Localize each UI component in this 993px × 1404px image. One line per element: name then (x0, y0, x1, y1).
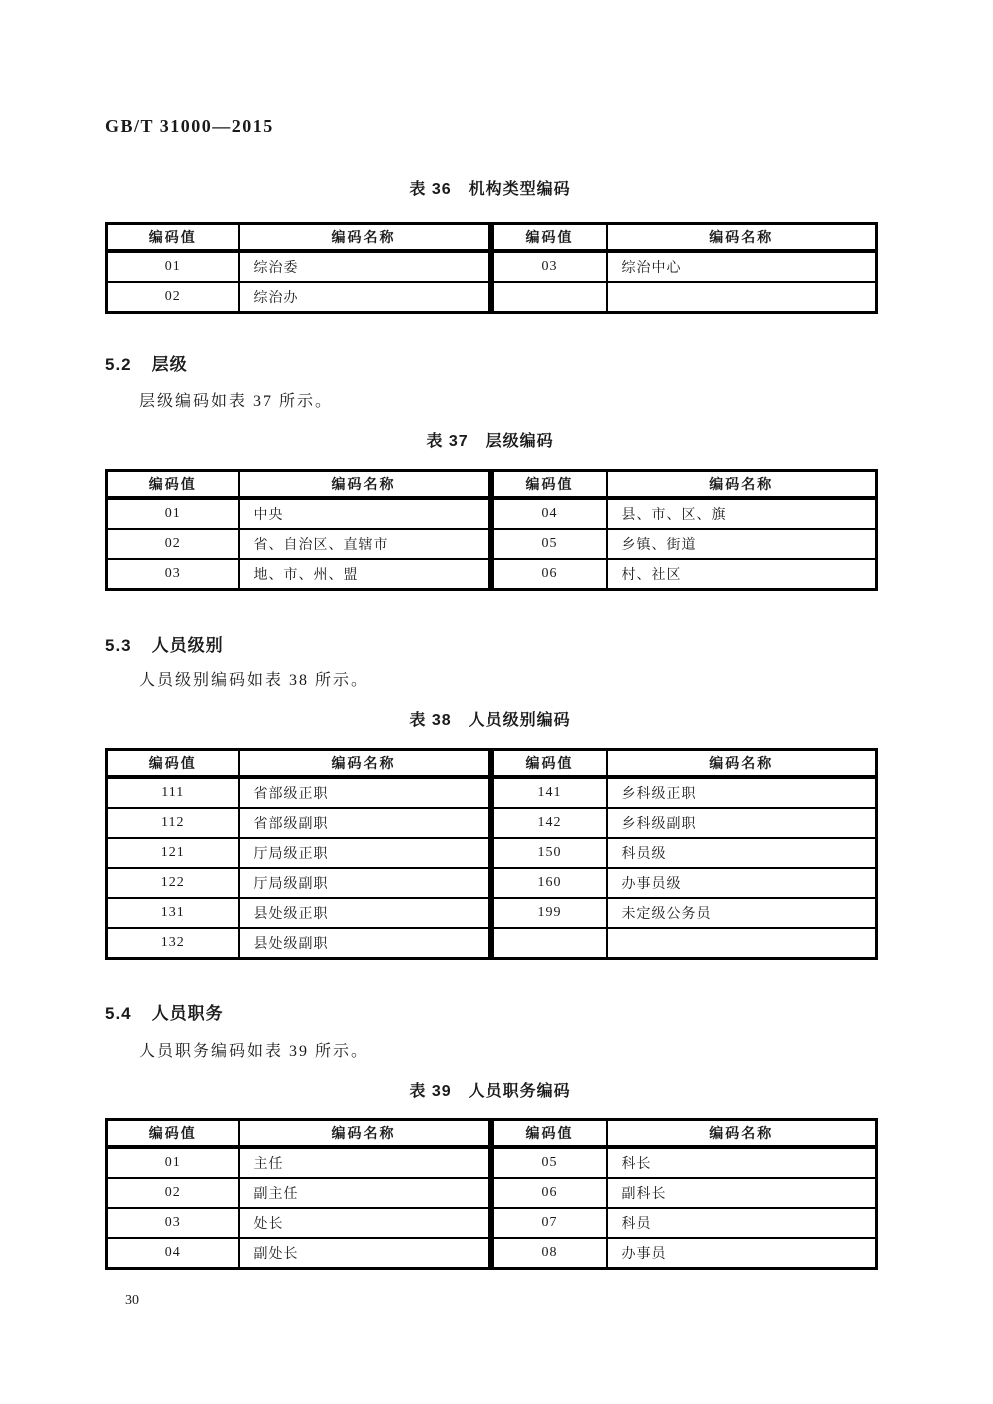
table-cell: 乡科级副职 (607, 808, 877, 838)
table-cell: 199 (491, 898, 607, 928)
column-header: 编码名称 (607, 1120, 877, 1148)
table-cell: 141 (491, 777, 607, 808)
column-header: 编码名称 (239, 471, 491, 499)
table-38-caption: 表 38 人员级别编码 (409, 712, 571, 729)
table-cell (491, 282, 607, 313)
table-row (107, 777, 877, 808)
table-cell: 副处长 (239, 1238, 491, 1269)
table-cell: 150 (491, 838, 607, 868)
table-cell: 04 (491, 498, 607, 529)
standard-number: GB/T 31000—2015 (105, 116, 274, 136)
column-header: 编码名称 (239, 224, 491, 252)
table-cell: 县处级正职 (239, 898, 491, 928)
table-cell: 地、市、州、盟 (239, 559, 491, 590)
table-cell (607, 282, 877, 313)
section-number: 5.3 (105, 636, 132, 655)
table-row (107, 529, 877, 559)
column-header: 编码名称 (239, 750, 491, 778)
table-cell: 121 (107, 838, 239, 868)
table-row (107, 282, 877, 313)
table-cell: 142 (491, 808, 607, 838)
table-cell: 03 (107, 1208, 239, 1238)
table-cell: 村、社区 (607, 559, 877, 590)
table-row (107, 498, 877, 529)
column-header: 编码值 (491, 471, 607, 499)
table-cell: 未定级公务员 (607, 898, 877, 928)
table-row (107, 1208, 877, 1238)
table-cell: 主任 (239, 1147, 491, 1178)
table-cell: 副科长 (607, 1178, 877, 1208)
table-37-caption: 表 37 层级编码 (426, 433, 554, 450)
table-cell: 综治中心 (607, 251, 877, 282)
table-cell: 办事员级 (607, 868, 877, 898)
table-cell: 07 (491, 1208, 607, 1238)
section-title: 人员职务 (151, 1004, 224, 1023)
table-cell: 02 (107, 282, 239, 313)
table-row (107, 1147, 877, 1178)
table-cell: 06 (491, 1178, 607, 1208)
table-cell: 02 (107, 529, 239, 559)
table-cell: 省部级正职 (239, 777, 491, 808)
table-cell: 综治委 (239, 251, 491, 282)
table-cell: 副主任 (239, 1178, 491, 1208)
table-cell: 01 (107, 251, 239, 282)
page-number: 30 (125, 1293, 139, 1308)
section-5-3-heading (105, 631, 224, 656)
table-cell: 03 (107, 559, 239, 590)
table-39-caption: 表 39 人员职务编码 (409, 1083, 571, 1100)
section-number: 5.2 (105, 355, 132, 374)
section-title: 人员级别 (151, 636, 224, 655)
column-header: 编码名称 (607, 224, 877, 252)
section-5-4-body: 人员职务编码如表 39 所示。 (139, 1043, 370, 1060)
table-cell (491, 928, 607, 959)
table-header-row (107, 471, 877, 499)
table-row (107, 808, 877, 838)
table-cell: 05 (491, 1147, 607, 1178)
table-cell: 04 (107, 1238, 239, 1269)
table-cell: 中央 (239, 498, 491, 529)
table-row (107, 1178, 877, 1208)
table-cell: 办事员 (607, 1238, 877, 1269)
table-cell: 乡科级正职 (607, 777, 877, 808)
table-cell: 06 (491, 559, 607, 590)
table-cell: 省部级副职 (239, 808, 491, 838)
section-title: 层级 (151, 355, 188, 374)
column-header: 编码名称 (607, 471, 877, 499)
table-38-personnel-rank-codes (105, 748, 878, 960)
column-header: 编码值 (491, 750, 607, 778)
table-cell: 科员级 (607, 838, 877, 868)
table-39-personnel-position-codes (105, 1118, 878, 1270)
table-row (107, 838, 877, 868)
table-cell: 112 (107, 808, 239, 838)
column-header: 编码值 (107, 471, 239, 499)
table-cell: 厅局级正职 (239, 838, 491, 868)
column-header: 编码值 (107, 750, 239, 778)
table-cell: 08 (491, 1238, 607, 1269)
section-number: 5.4 (105, 1004, 132, 1023)
table-cell: 综治办 (239, 282, 491, 313)
table-cell: 处长 (239, 1208, 491, 1238)
table-row (107, 559, 877, 590)
column-header: 编码名称 (239, 1120, 491, 1148)
table-cell: 厅局级副职 (239, 868, 491, 898)
table-cell: 01 (107, 498, 239, 529)
table-cell: 科员 (607, 1208, 877, 1238)
table-row (107, 251, 877, 282)
table-row (107, 898, 877, 928)
table-header-row (107, 750, 877, 778)
column-header: 编码值 (107, 1120, 239, 1148)
table-37-level-codes (105, 469, 878, 591)
table-row (107, 868, 877, 898)
table-cell: 县处级副职 (239, 928, 491, 959)
column-header: 编码值 (107, 224, 239, 252)
section-5-2-body: 层级编码如表 37 所示。 (139, 393, 334, 410)
table-cell: 132 (107, 928, 239, 959)
table-cell: 科长 (607, 1147, 877, 1178)
table-cell: 160 (491, 868, 607, 898)
table-36-organization-type-codes (105, 222, 878, 314)
table-cell: 111 (107, 777, 239, 808)
table-cell: 乡镇、街道 (607, 529, 877, 559)
table-cell: 县、市、区、旗 (607, 498, 877, 529)
table-cell: 131 (107, 898, 239, 928)
table-cell: 01 (107, 1147, 239, 1178)
table-cell: 05 (491, 529, 607, 559)
table-row (107, 928, 877, 959)
table-cell: 122 (107, 868, 239, 898)
table-header-row (107, 224, 877, 252)
section-5-3-body: 人员级别编码如表 38 所示。 (139, 672, 370, 689)
table-cell: 03 (491, 251, 607, 282)
section-5-2-heading (105, 350, 188, 375)
table-cell: 02 (107, 1178, 239, 1208)
table-36-caption: 表 36 机构类型编码 (409, 181, 571, 198)
column-header: 编码名称 (607, 750, 877, 778)
table-row (107, 1238, 877, 1269)
table-cell: 省、自治区、直辖市 (239, 529, 491, 559)
column-header: 编码值 (491, 224, 607, 252)
table-cell (607, 928, 877, 959)
column-header: 编码值 (491, 1120, 607, 1148)
table-header-row (107, 1120, 877, 1148)
section-5-4-heading (105, 999, 224, 1024)
